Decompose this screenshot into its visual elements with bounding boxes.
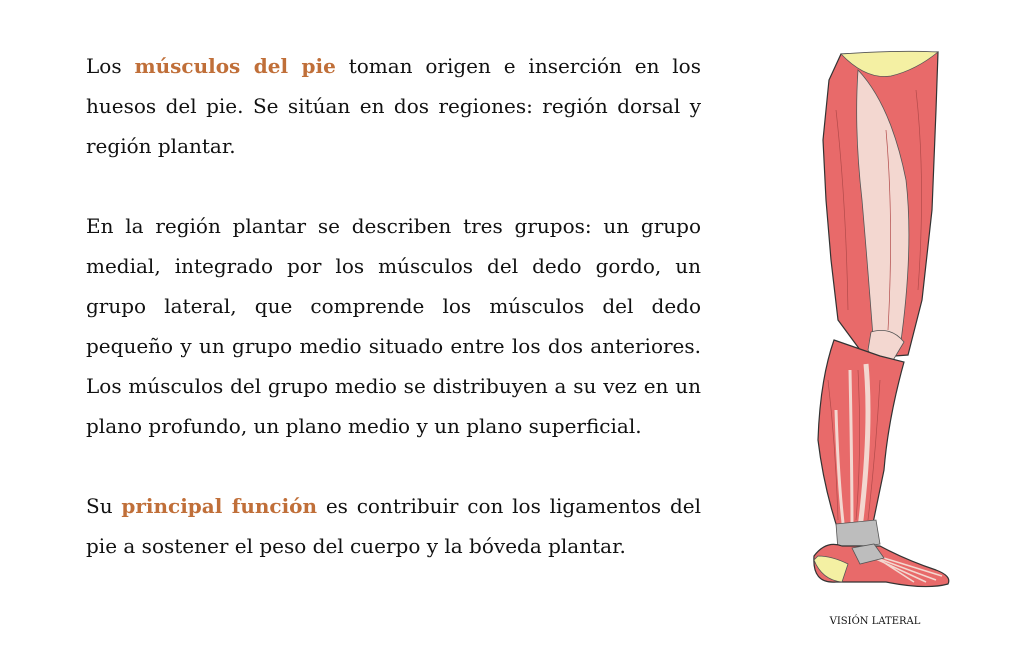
intro-prefix: Los xyxy=(86,54,135,78)
term-principal-funcion: principal función xyxy=(121,494,318,518)
leg-muscles-illustration xyxy=(796,50,956,598)
function-rest: es contribuir con los ligamentos del pie a sostener el peso del cuerpo y la bóveda plantar. xyxy=(86,494,701,558)
article-text xyxy=(86,46,701,566)
leg-muscles-drawing xyxy=(796,50,956,598)
paragraph-plantar-groups: En la región plantar se describen tres grupos: un grupo medial, integrado por los músculos del dedo gordo, un grupo lateral, que comprende los músculos del dedo pequeño y un grupo medio situado entre los dos anteriores. Los músculos del grupo medio se distribuyen a su vez en un plano profundo, un plano medio y un plano superficial. xyxy=(86,214,701,438)
term-musculos-del-pie: músculos del pie xyxy=(134,54,336,78)
intro-rest: toman origen e inserción en los huesos del pie. Se sitúan en dos regiones: región dorsal y región plantar. xyxy=(86,54,701,158)
figure-caption: VISIÓN LATERAL xyxy=(829,616,921,627)
function-prefix: Su xyxy=(86,494,122,518)
paragraph-function xyxy=(86,486,701,566)
paragraph-intro xyxy=(86,46,701,166)
